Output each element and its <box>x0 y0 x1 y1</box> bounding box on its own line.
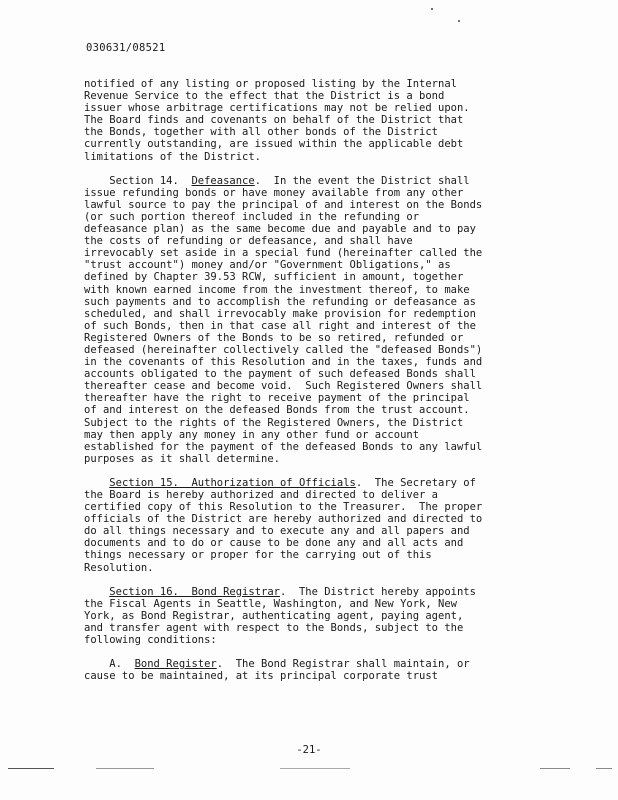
scan-artifact-line <box>280 768 350 769</box>
scan-speck <box>431 8 433 10</box>
paragraph-section-15-authorization: Section 15. Authorization of Officials. The Secretary of the Board is hereby authorized and directed to deliver a certified copy of this Resolution to the Treasurer. The proper officials of the District are hereby authorized and directed to do all things necessary and to execute any and all papers and documents and to do or cause to be done any and all acts and things necessary or proper for the carrying out of this Resolution. <box>84 476 483 574</box>
section-15-heading: Section 15. Authorization of Officials <box>109 476 356 489</box>
section-14-heading: Defeasance <box>191 174 255 187</box>
document-body <box>84 78 554 694</box>
paragraph-bond-register: A. Bond Register. The Bond Registrar shall maintain, or cause to be maintained, at its principal corporate trust <box>84 658 470 683</box>
paragraph-section-14-defeasance: Section 14. Defeasance. In the event the District shall issue refunding bonds or have money available from any other lawful source to pay the principal of and interest on the Bonds (or such portion thereof included in the refunding or defeasance plan) as the same become due and payable and to pay the costs of refunding or defeasance, and shall have irrevocably set aside in a special fund (hereinafter called the "trust account") money and/or "Government Obligations," as defined by Chapter 39.53 RCW, sufficient in amount, together with known earned income from the investment thereof, to make such payments and to accomplish the refunding or defeasance as scheduled, and shall irrevocably make provision for redemption of such Bonds, then in that case all right and interest of the Registered Owners of the Bonds to be so retired, refunded or defeased (hereinafter collectively called the "defeased Bonds") in the covenants of this Resolution and in the taxes, funds and accounts obligated to the payment of such defeased Bonds shall thereafter cease and become void. Such Registered Owners shall thereafter have the right to receive payment of the principal of and interest on the defeased Bonds from the trust account. Subject to the rights of the Registered Owners, the District may then apply any money in any other fund or account established for the payment of the defeased Bonds to any lawful purposes as it shall determine. <box>84 174 483 465</box>
paragraph-arbitrage: notified of any listing or proposed listing by the Internal Revenue Service to the effect that the District is a bond issuer whose arbitrage certifications may not be relied upon. The Board finds and covenants on behalf of the District that the Bonds, together with all other bonds of the District currently outstanding, are issued within the applicable debt limitations of the District. <box>84 78 470 163</box>
scan-speck <box>458 20 460 22</box>
scan-artifact-line <box>540 768 570 769</box>
scan-artifact-line <box>596 768 612 769</box>
scan-artifact-line <box>8 768 54 769</box>
page-number: -21- <box>296 744 322 756</box>
bond-register-heading: Bond Register <box>134 658 217 671</box>
document-id: 030631/08521 <box>86 42 166 54</box>
section-16-heading: Section 16. Bond Registrar <box>109 585 280 598</box>
scan-artifact-line <box>96 768 154 769</box>
paragraph-section-16-bond-registrar: Section 16. Bond Registrar. The District hereby appoints the Fiscal Agents in Seattle, Washington, and New York, New York, as Bond Registrar, authenticating agent, paying agent, and transfer agent with respect to the Bonds, subject to the following conditions: <box>84 585 476 647</box>
